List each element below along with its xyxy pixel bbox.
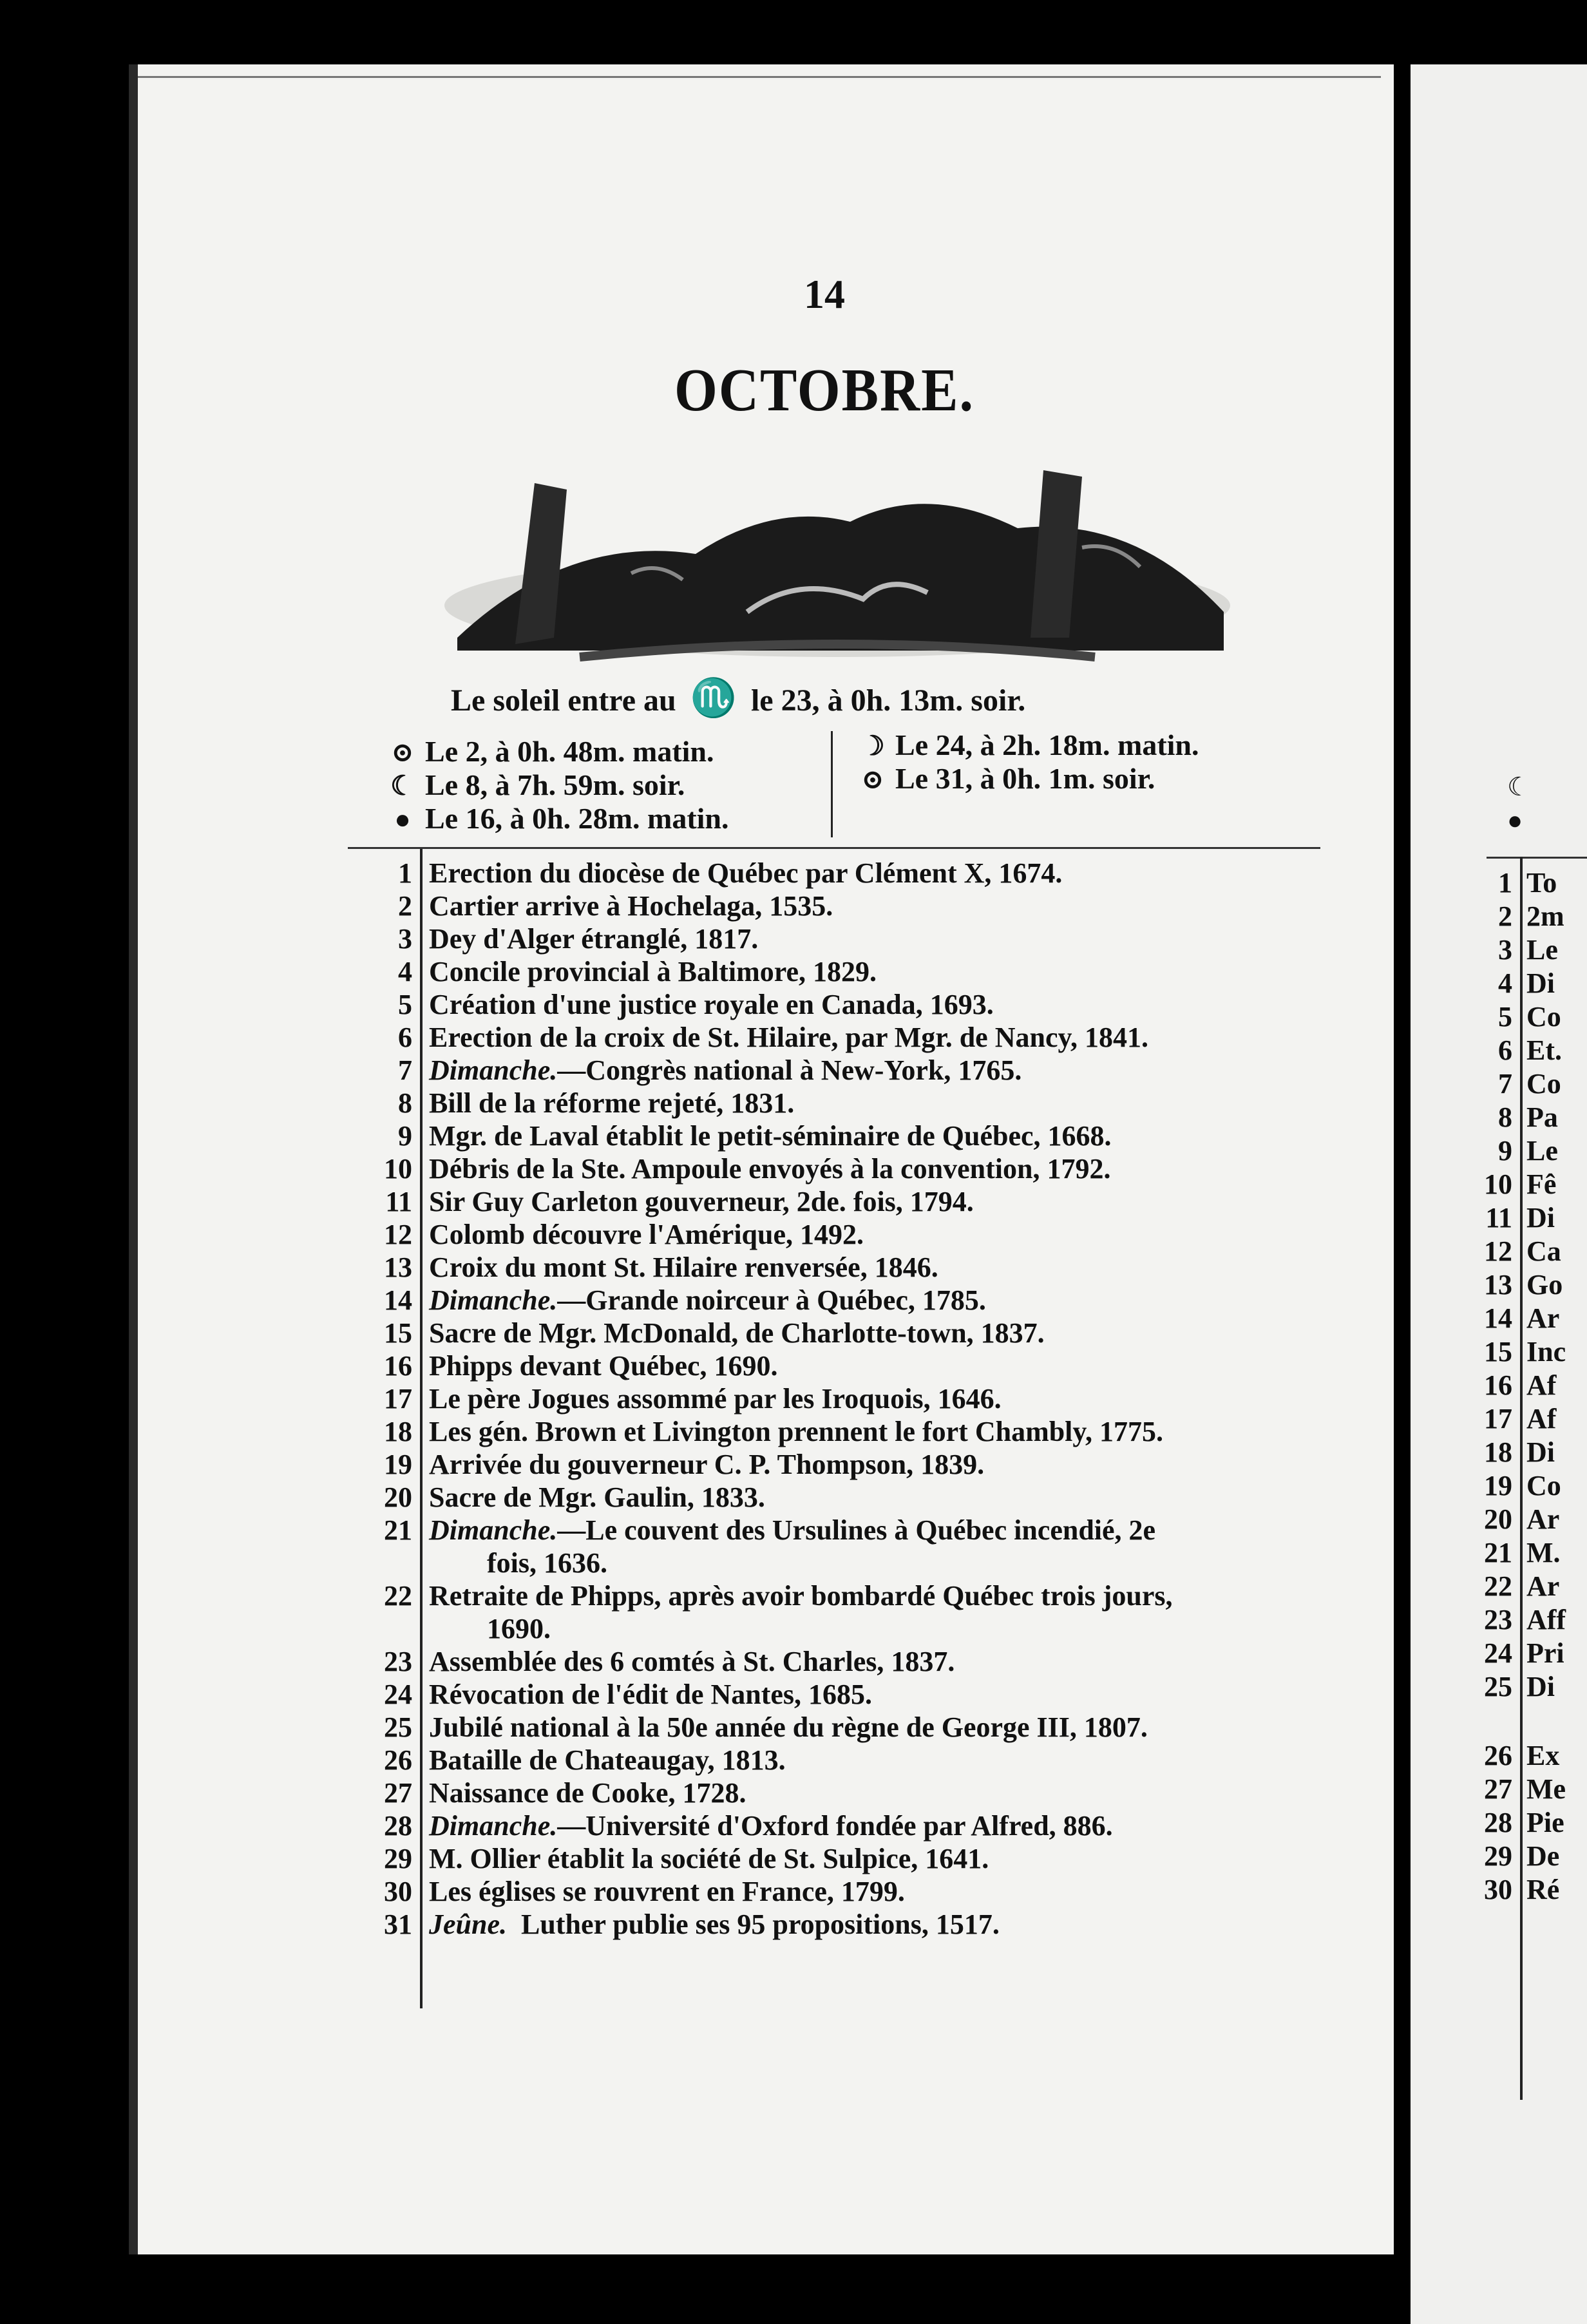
event-day-number: 31 — [384, 1909, 412, 1940]
event-day-number: 7 — [398, 1054, 412, 1086]
event-day-number: 22 — [384, 1580, 412, 1612]
event-text: Assemblée des 6 comtés à St. Charles, 1837. — [429, 1646, 955, 1677]
event-day-number: 5 — [398, 989, 412, 1020]
facing-page-day-number: 3 — [1498, 934, 1512, 966]
facing-page-text: Aff — [1526, 1604, 1566, 1635]
page-number: 14 — [804, 271, 845, 317]
facing-page-day-number: 14 — [1484, 1302, 1512, 1334]
event-day-number: 30 — [384, 1876, 412, 1907]
event-text: Retraite de Phipps, après avoir bombardé Québec trois jours, — [429, 1580, 1173, 1612]
facing-page-text: Ar — [1526, 1302, 1560, 1334]
facing-page-text: Di — [1526, 967, 1555, 999]
event-row — [361, 890, 1365, 922]
event-text: Les églises se rouvrent en France, 1799. — [429, 1876, 905, 1907]
facing-page-row — [1475, 1302, 1559, 1335]
facing-page-text: Le — [1526, 934, 1558, 966]
facing-page-day-number: 1 — [1498, 867, 1512, 899]
new-moon-icon: ● — [1507, 806, 1523, 835]
facing-page-row — [1475, 1235, 1561, 1268]
facing-page-day-number: 12 — [1484, 1235, 1512, 1267]
event-text: Dimanche.—Congrès national à New-York, 1765. — [429, 1054, 1022, 1086]
event-row — [361, 1284, 1365, 1317]
event-text: Jeûne. Luther publie ses 95 propositions, 1517. — [429, 1909, 1000, 1940]
event-day-number: 4 — [398, 956, 412, 987]
event-day-number — [361, 1547, 429, 1579]
event-day-number: 29 — [384, 1843, 412, 1874]
facing-page-day-number: 13 — [1484, 1269, 1512, 1300]
facing-page-day-number: 7 — [1498, 1068, 1512, 1100]
moon-phase-left-2 — [386, 768, 685, 802]
facing-page-row — [1475, 1369, 1556, 1402]
facing-page-day-number: 16 — [1484, 1369, 1512, 1401]
facing-page-row — [1475, 1873, 1559, 1906]
event-row — [361, 1448, 1365, 1481]
event-text: Concile provincial à Baltimore, 1829. — [429, 956, 877, 987]
event-row — [361, 1317, 1365, 1349]
facing-page-text: Ré — [1526, 1874, 1560, 1905]
facing-page-day-number: 8 — [1498, 1101, 1512, 1133]
event-text: Bill de la réforme rejeté, 1831. — [429, 1087, 795, 1119]
facing-page-text: Ar — [1526, 1503, 1560, 1535]
facing-page-day-number: 17 — [1484, 1403, 1512, 1434]
facing-page-text: Ar — [1526, 1570, 1560, 1602]
event-text: Sir Guy Carleton gouverneur, 2de. fois, 1794. — [429, 1186, 974, 1217]
event-row — [361, 1908, 1365, 1941]
event-row — [361, 1842, 1365, 1875]
facing-page-row — [1475, 900, 1564, 933]
event-text: Naissance de Cooke, 1728. — [429, 1777, 746, 1809]
facing-page-row — [1475, 1570, 1559, 1603]
facing-page-top-rule — [1487, 857, 1587, 859]
event-day-number: 21 — [384, 1514, 412, 1546]
event-row — [361, 1119, 1365, 1152]
event-day-number: 16 — [384, 1350, 412, 1382]
facing-page-text: Co — [1526, 1068, 1561, 1100]
event-text: Jubilé national à la 50e année du règne de George III, 1807. — [429, 1711, 1148, 1743]
facing-page-text: 2m — [1526, 900, 1564, 932]
event-row — [361, 1218, 1365, 1251]
event-row — [361, 1054, 1365, 1087]
facing-page-text: Af — [1526, 1403, 1557, 1434]
facing-page-day-number: 4 — [1498, 967, 1512, 999]
facing-page-day-number: 10 — [1484, 1168, 1512, 1200]
facing-page-row — [1475, 1067, 1561, 1100]
event-italic-label: Dimanche. — [429, 1514, 558, 1546]
moon-phase-right-2 — [857, 761, 1155, 795]
facing-page-row — [1475, 1739, 1559, 1772]
event-day-number: 9 — [398, 1120, 412, 1152]
facing-page-day-number: 21 — [1484, 1537, 1512, 1568]
event-text: Bataille de Chateaugay, 1813. — [429, 1744, 786, 1776]
moon-phase-left-3 — [386, 801, 729, 835]
facing-page-day-number: 9 — [1498, 1135, 1512, 1167]
facing-page-day-number: 23 — [1484, 1604, 1512, 1635]
facing-page-text: Le — [1526, 1135, 1558, 1167]
event-italic-label: Dimanche. — [429, 1810, 558, 1842]
event-day-number: 20 — [384, 1481, 412, 1513]
event-row — [361, 1152, 1365, 1185]
event-day-number — [361, 1612, 429, 1645]
event-day-number: 23 — [384, 1646, 412, 1677]
event-text: Sacre de Mgr. Gaulin, 1833. — [429, 1481, 765, 1513]
facing-page-row — [1475, 1335, 1566, 1368]
facing-page-day-number: 18 — [1484, 1436, 1512, 1468]
moon-phase-text: Le 16, à 0h. 28m. matin. — [425, 802, 729, 835]
facing-page-day-number: 24 — [1484, 1637, 1512, 1669]
moon-phase-text: Le 24, à 2h. 18m. matin. — [895, 729, 1199, 761]
event-day-number: 3 — [398, 923, 412, 955]
facing-page-day-number: 11 — [1485, 1202, 1512, 1233]
new-moon-icon: ● — [394, 805, 411, 835]
event-day-number: 2 — [398, 890, 412, 922]
scorpio-sign-icon: ♏ — [690, 677, 737, 719]
event-text: Erection du diocèse de Québec par Clément X, 1674. — [429, 857, 1063, 889]
facing-page-row — [1475, 1637, 1564, 1670]
last-quarter-icon: ☾ — [390, 772, 415, 801]
events-top-rule — [348, 847, 1320, 849]
event-row — [361, 1711, 1365, 1744]
facing-page-text: Co — [1526, 1001, 1561, 1033]
event-text: Colomb découvre l'Amérique, 1492. — [429, 1219, 864, 1250]
event-row — [361, 857, 1365, 890]
last-quarter-icon: ☾ — [1507, 772, 1530, 801]
event-text: Débris de la Ste. Ampoule envoyés à la convention, 1792. — [429, 1153, 1111, 1185]
event-day-number: 8 — [398, 1087, 412, 1119]
facing-page-row — [1475, 1402, 1556, 1435]
moon-phase-text: Le 8, à 7h. 59m. soir. — [425, 768, 685, 801]
sun-entry-after: le 23, à 0h. 13m. soir. — [750, 683, 1026, 718]
first-quarter-icon: ☽ — [860, 732, 885, 761]
facing-page-day-number: 30 — [1484, 1874, 1512, 1905]
event-row — [361, 1645, 1365, 1678]
facing-page-day-number: 5 — [1498, 1001, 1512, 1033]
event-row — [361, 1612, 1365, 1645]
facing-page-row — [1475, 1469, 1561, 1502]
event-day-number: 14 — [384, 1284, 412, 1316]
facing-page-row — [1475, 967, 1555, 1000]
facing-page-text: Di — [1526, 1436, 1555, 1468]
event-row — [361, 1185, 1365, 1218]
event-day-number: 10 — [384, 1153, 412, 1185]
event-text: Mgr. de Laval établit le petit-séminaire de Québec, 1668. — [429, 1120, 1112, 1152]
event-text: Cartier arrive à Hochelaga, 1535. — [429, 890, 833, 922]
sun-entry-line — [451, 676, 1288, 720]
event-row — [361, 955, 1365, 988]
facing-page-row — [1475, 1268, 1563, 1301]
event-text: M. Ollier établit la société de St. Sulpice, 1641. — [429, 1843, 989, 1874]
event-row — [361, 1415, 1365, 1448]
page-top-edge — [138, 76, 1381, 78]
facing-page-row — [1475, 1503, 1559, 1536]
facing-page-text: Inc — [1526, 1336, 1566, 1367]
event-text: Arrivée du gouverneur C. P. Thompson, 1839. — [429, 1449, 985, 1480]
event-text: Dimanche.—Le couvent des Ursulines à Québec incendié, 2e — [429, 1514, 1156, 1546]
event-row — [361, 1547, 1365, 1579]
event-row — [361, 1776, 1365, 1809]
facing-page-row — [1475, 1773, 1566, 1805]
facing-page-day-number: 19 — [1484, 1470, 1512, 1501]
event-text: Dimanche.—Université d'Oxford fondée par Alfred, 886. — [429, 1810, 1113, 1842]
event-text: fois, 1636. — [487, 1547, 607, 1579]
event-row — [361, 1744, 1365, 1776]
moon-phase-right-1 — [857, 728, 1199, 762]
event-text: Création d'une justice royale en Canada, 1693. — [429, 989, 994, 1020]
facing-page-text: De — [1526, 1840, 1560, 1872]
facing-page-text: Ex — [1526, 1740, 1560, 1771]
facing-page-day-number: 28 — [1484, 1807, 1512, 1838]
event-day-number: 1 — [398, 857, 412, 889]
moon-phase-text: Le 31, à 0h. 1m. soir. — [895, 762, 1155, 795]
facing-page-day-number: 29 — [1484, 1840, 1512, 1872]
event-day-number: 15 — [384, 1317, 412, 1349]
facing-page-text: Pri — [1526, 1637, 1564, 1669]
event-text: Révocation de l'édit de Nantes, 1685. — [429, 1679, 873, 1710]
event-text: Sacre de Mgr. McDonald, de Charlotte-town, 1837. — [429, 1317, 1045, 1349]
facing-page-text: Me — [1526, 1773, 1566, 1805]
facing-page-day-number: 15 — [1484, 1336, 1512, 1367]
facing-page-day-number: 6 — [1498, 1034, 1512, 1066]
event-row — [361, 1809, 1365, 1842]
event-day-number: 26 — [384, 1744, 412, 1776]
facing-page-day-number: 2 — [1498, 900, 1512, 932]
facing-page-text: Di — [1526, 1202, 1555, 1233]
event-row — [361, 1087, 1365, 1119]
facing-page-day-number: 22 — [1484, 1570, 1512, 1602]
sun-entry-before: Le soleil entre au — [451, 683, 676, 718]
facing-page-text: Di — [1526, 1671, 1555, 1702]
facing-page-row — [1475, 933, 1558, 966]
event-day-number: 28 — [384, 1810, 412, 1842]
facing-page-text: To — [1526, 867, 1557, 899]
event-day-number: 6 — [398, 1022, 412, 1053]
facing-page-text: M. — [1526, 1537, 1561, 1568]
facing-page-row — [1475, 1101, 1558, 1134]
full-moon-icon: ⊙ — [861, 765, 884, 795]
month-title: OCTOBRE. — [674, 356, 975, 424]
moon-phase-left-1 — [386, 734, 714, 768]
event-row — [361, 988, 1365, 1021]
event-row — [361, 922, 1365, 955]
event-text: Phipps devant Québec, 1690. — [429, 1350, 778, 1382]
event-day-number: 12 — [384, 1219, 412, 1250]
facing-page-row — [1475, 866, 1557, 899]
facing-page-text: Co — [1526, 1470, 1561, 1501]
event-row — [361, 1579, 1365, 1612]
first-quarter-icon: ⊙ — [391, 738, 414, 768]
facing-page-text: Et. — [1526, 1034, 1562, 1066]
event-row — [361, 1481, 1365, 1514]
event-row — [361, 1021, 1365, 1054]
event-row — [361, 1514, 1365, 1547]
event-day-number: 11 — [385, 1186, 412, 1217]
event-text: Croix du mont St. Hilaire renversée, 1846. — [429, 1252, 938, 1283]
facing-page-text: Go — [1526, 1269, 1563, 1300]
event-italic-label: Jeûne. — [429, 1909, 507, 1940]
moon-phase-text: Le 2, à 0h. 48m. matin. — [425, 735, 714, 768]
event-row — [361, 1349, 1365, 1382]
facing-page-row — [1475, 1806, 1564, 1839]
event-row — [361, 1251, 1365, 1284]
facing-page-day-number: 20 — [1484, 1503, 1512, 1535]
event-italic-label: Dimanche. — [429, 1054, 558, 1086]
facing-page-text: Pa — [1526, 1101, 1558, 1133]
event-day-number: 25 — [384, 1711, 412, 1743]
event-text: Les gén. Brown et Livington prennent le fort Chambly, 1775. — [429, 1416, 1163, 1447]
facing-page-text: Fê — [1526, 1168, 1557, 1200]
event-text: Dey d'Alger étranglé, 1817. — [429, 923, 759, 955]
woodcut-vignette — [438, 444, 1237, 670]
facing-page-row — [1475, 1436, 1555, 1469]
facing-page-row — [1475, 1201, 1555, 1234]
facing-page-text: Pie — [1526, 1807, 1564, 1838]
facing-page-day-number: 27 — [1484, 1773, 1512, 1805]
events-list — [361, 857, 1365, 1941]
event-text: 1690. — [487, 1613, 551, 1644]
facing-page-text: Ca — [1526, 1235, 1561, 1267]
event-text: Erection de la croix de St. Hilaire, par Mgr. de Nancy, 1841. — [429, 1022, 1149, 1053]
event-text: Dimanche.—Grande noirceur à Québec, 1785. — [429, 1284, 986, 1316]
facing-page-text: Af — [1526, 1369, 1557, 1401]
facing-page-day-number: 25 — [1484, 1671, 1512, 1702]
event-row — [361, 1678, 1365, 1711]
facing-page-day-number: 26 — [1484, 1740, 1512, 1771]
event-day-number: 19 — [384, 1449, 412, 1480]
facing-page-row — [1475, 1134, 1558, 1167]
facing-page-row — [1475, 1536, 1561, 1569]
event-day-number: 13 — [384, 1252, 412, 1283]
facing-page-row — [1475, 1000, 1561, 1033]
event-day-number: 24 — [384, 1679, 412, 1710]
facing-page-fragment — [1411, 64, 1587, 2324]
event-day-number: 18 — [384, 1416, 412, 1447]
event-italic-label: Dimanche. — [429, 1284, 558, 1316]
event-text: Le père Jogues assommé par les Iroquois, 1646. — [429, 1383, 1002, 1414]
event-row — [361, 1382, 1365, 1415]
facing-page-row — [1475, 1034, 1562, 1067]
event-row — [361, 1875, 1365, 1908]
event-day-number: 27 — [384, 1777, 412, 1809]
facing-page-row — [1475, 1840, 1559, 1872]
event-day-number: 17 — [384, 1383, 412, 1414]
facing-page-row — [1475, 1670, 1555, 1703]
facing-page-row — [1475, 1603, 1566, 1636]
phase-divider — [831, 731, 833, 837]
facing-page-row — [1475, 1168, 1556, 1201]
